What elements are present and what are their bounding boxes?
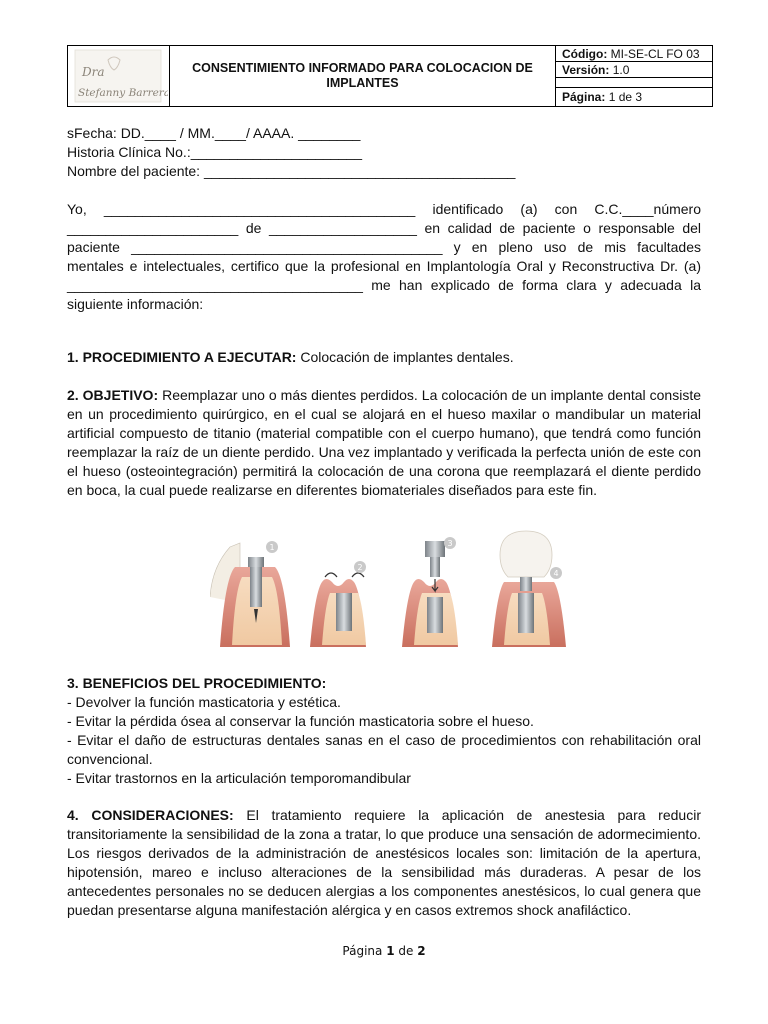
- version-label: Versión:: [562, 63, 610, 77]
- footer-current-page: 1: [386, 944, 395, 958]
- nombre-field[interactable]: Nombre del paciente: ________________________________________: [67, 163, 516, 179]
- benefit-item: - Evitar el daño de estructuras dentales sanas en el caso de procedimientos con rehabilitación oral convencional.: [67, 732, 701, 767]
- section-beneficios: [67, 674, 701, 788]
- step2-icon: [310, 561, 366, 647]
- version-value: 1.0: [612, 63, 630, 77]
- step4-number: 4: [553, 569, 559, 578]
- benefit-item: - Evitar la pérdida ósea al conservar la función masticatoria sobre el hueso.: [67, 713, 534, 729]
- logo: [68, 46, 170, 106]
- benefit-item: - Devolver la función masticatoria y estética.: [67, 694, 341, 710]
- version-row: [556, 62, 712, 78]
- benefit-item: - Evitar trastornos en la articulación temporomandibular: [67, 770, 411, 786]
- step3-number: 3: [447, 539, 453, 548]
- step2-number: 2: [357, 563, 363, 572]
- section4-heading: 4. CONSIDERACIONES:: [67, 807, 234, 823]
- codigo-value: MI-SE-CL FO 03: [610, 47, 700, 61]
- section2-heading: 2. OBJETIVO:: [67, 387, 159, 403]
- footer-total-pages: 2: [417, 944, 426, 958]
- section-procedimiento: [67, 348, 701, 367]
- step1-icon: [210, 541, 290, 647]
- footer-prefix: Página: [342, 944, 387, 958]
- page-footer: [0, 944, 768, 958]
- logo-signature-icon: [68, 46, 168, 106]
- section1-text: Colocación de implantes dentales.: [296, 349, 514, 365]
- codigo-row: [556, 46, 712, 62]
- pagina-row: [556, 88, 712, 106]
- svg-text:Stefanny Barrera: Stefanny Barrera: [78, 87, 168, 99]
- section3-heading: 3. BENEFICIOS DEL PROCEDIMIENTO:: [67, 675, 327, 691]
- implant-illustration: [210, 527, 570, 655]
- document-meta: [556, 46, 712, 106]
- pagina-value: 1 de 3: [608, 90, 643, 104]
- implant-steps-image: [210, 527, 570, 655]
- historia-field[interactable]: Historia Clínica No.:______________________: [67, 144, 362, 160]
- step3-icon: [402, 537, 458, 647]
- section4-text: El tratamiento requiere la aplicación de anestesia para reducir transitoriamente la sensibilidad de la zona a tratar, lo que produce una sensación de adormecimiento. Los riesgos derivados de la administración de anestésicos locales son: limitación de la apertura, hipotensión, mareo e incluso alteraciones de la sensibilidad más duraderas. A pesar de los antecedentes personales no se deducen alergias a los componentes anestésicos, lo cual genera que puedan presentarse alguna manifestación alérgica y en casos extremos shock anafiláctico.: [67, 807, 701, 918]
- codigo-label: Código:: [562, 47, 608, 61]
- patient-fields: [67, 124, 701, 181]
- step4-icon: [492, 531, 566, 647]
- footer-middle: de: [394, 944, 418, 958]
- document-header: [67, 45, 713, 107]
- pagina-label: Página:: [562, 90, 606, 104]
- section-consideraciones: [67, 806, 701, 920]
- svg-text:Dra: Dra: [82, 65, 105, 79]
- section1-heading: 1. PROCEDIMIENTO A EJECUTAR:: [67, 349, 297, 365]
- intro-paragraph: Yo, ________________________________________ identificado (a) con C.C.____número ______________________ de ___________________ en calidad de paciente o responsable del paciente ________________________________________ y en pleno uso de mis facultades mentales e intelectuales, certifico que la profesional en Implantología Oral y Reconstructiva Dr. (a) ______________________________________ me han explicado de forma clara y adecuada la siguiente información:: [67, 201, 701, 312]
- step1-number: 1: [269, 543, 275, 552]
- section2-text: Reemplazar uno o más dientes perdidos. La colocación de un implante dental consiste en un procedimiento quirúrgico, en el cual se alojará en el hueso maxilar o mandibular un material artificial compuesto de titanio (material compatible con el cuerpo humano), que tendrá como función reemplazar la raíz de un diente perdido. Una vez implantado y verificada la perfecta unión de este con el hueso (osteointegración) permitirá la colocación de una corona que reemplazará el diente perdido en boca, la cual puede realizarse en diferentes biomateriales diseñados para este fin.: [67, 387, 701, 498]
- section-objetivo: [67, 386, 701, 500]
- document-title: CONSENTIMIENTO INFORMADO PARA COLOCACION DE IMPLANTES: [170, 46, 556, 106]
- blank-row: [556, 78, 712, 88]
- fecha-field[interactable]: sFecha: DD.____ / MM.____/ AAAA. ________: [67, 125, 361, 141]
